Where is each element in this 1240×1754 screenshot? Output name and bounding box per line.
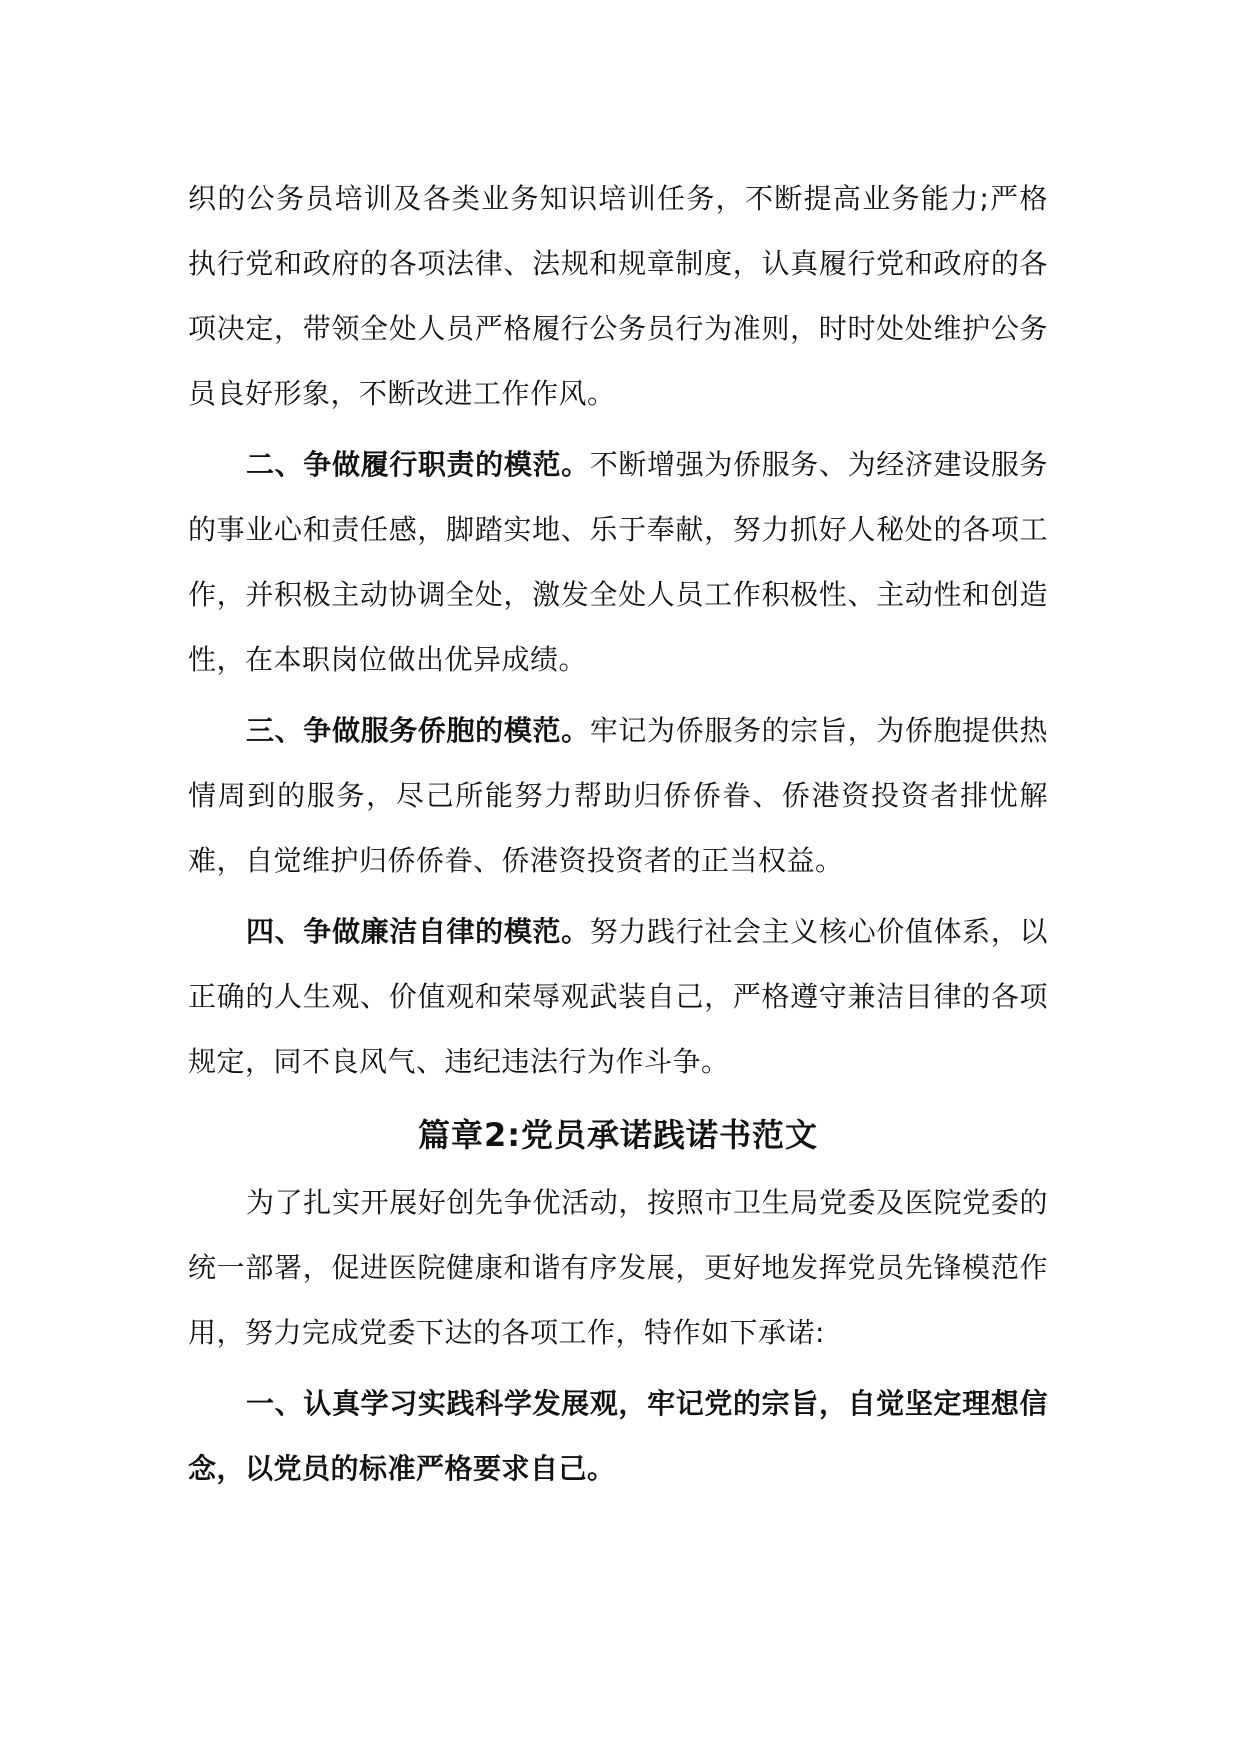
section-service [188,698,1048,893]
section-heading: 四、争做廉洁自律的模范。 [246,915,590,948]
section-heading: 三、争做服务侨胞的模范。 [246,714,590,747]
section-heading: 二、争做履行职责的模范。 [246,448,590,481]
chapter-title: 篇章2:党员承诺践诺书范文 [417,1116,819,1154]
commitment-point: 一、认真学习实践科学发展观，牢记党的宗旨，自觉坚定理想信念，以党员的标准严格要求自己。 [188,1387,1048,1485]
section-duties [188,432,1048,692]
chapter-intro: 为了扎实开展好创先争优活动，按照市卫生局党委及医院党委的统一部署，促进医院健康和谐有序发展，更好地发挥党员先锋模范作用，努力完成党委下达的各项工作，特作如下承诺: [188,1186,1048,1349]
section-body: 努力践行社会主义核心价值体系，以正确的人生观、价值观和荣辱观武装自己，严格遵守兼洁目律的各项规定，同不良风气、违纪违法行为作斗争。 [188,915,1048,1078]
document-page [188,166,1048,1507]
section-body: 牢记为侨服务的宗旨，为侨胞提供热情周到的服务，尽己所能努力帮助归侨侨眷、侨港资投资者排忧解难，自觉维护归侨侨眷、侨港资投资者的正当权益。 [188,714,1048,877]
intro-paragraph: 织的公务员培训及各类业务知识培训任务，不断提高业务能力;严格执行党和政府的各项法律、法规和规章制度，认真履行党和政府的各项决定，带领全处人员严格履行公务员行为准则，时时处处维护公务员良好形象，不断改进工作作风。 [188,182,1048,410]
section-integrity [188,899,1048,1094]
section-body: 不断增强为侨服务、为经济建设服务的事业心和责任感，脚踏实地、乐于奉献，努力抓好人秘处的各项工作，并积极主动协调全处，激发全处人员工作积极性、主动性和创造性，在本职岗位做出优异成绩。 [188,448,1048,676]
